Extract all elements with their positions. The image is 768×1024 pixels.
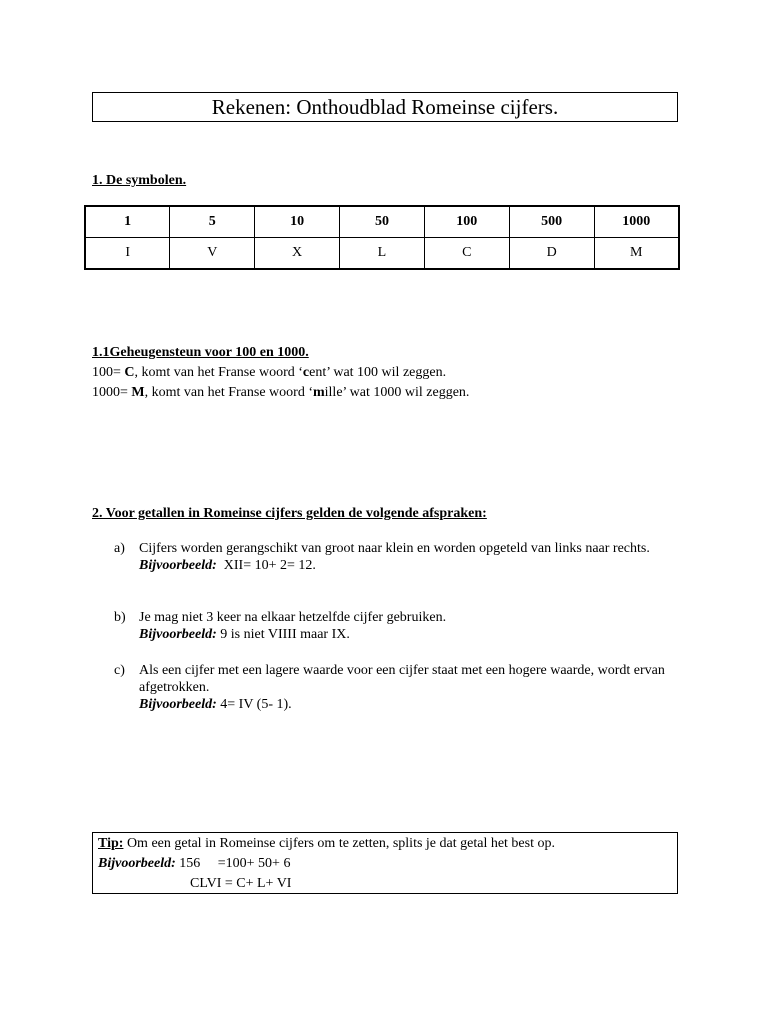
section-heading-symbols: 1. De symbolen.	[92, 173, 187, 188]
table-cell-value: 5	[170, 206, 255, 238]
rule-letter: b)	[114, 610, 126, 625]
rule-text: Cijfers worden gerangschikt van groot naar klein en worden opgeteld van links naar rechts.	[139, 541, 650, 556]
rule-item-c	[114, 662, 674, 713]
section-heading-memory-aid: 1.1Geheugensteun voor 100 en 1000.	[92, 345, 309, 360]
line-mid: , komt van het Franse woord ‘	[134, 365, 303, 380]
example-value: XII= 10+ 2= 12.	[216, 558, 316, 573]
rule-item-b	[114, 609, 674, 643]
example-label: Bijvoorbeeld:	[139, 697, 217, 712]
table-cell-symbol: D	[509, 238, 594, 270]
memory-aid-line-c	[92, 363, 446, 383]
line-mid: , komt van het Franse woord ‘	[144, 385, 313, 400]
rule-item-a	[114, 540, 674, 574]
table-row-symbols	[85, 238, 679, 270]
rule-example	[139, 626, 674, 643]
example-label: Bijvoorbeeld:	[139, 558, 217, 573]
tip-example-line	[98, 854, 290, 874]
table-cell-value: 500	[509, 206, 594, 238]
table-cell-value: 1	[85, 206, 170, 238]
roman-symbol: M	[131, 385, 145, 400]
table-cell-symbol: X	[255, 238, 340, 270]
rule-text: Als een cijfer met een lagere waarde voor een cijfer staat met een hogere waarde, wordt ervan afgetrokken.	[139, 663, 665, 695]
roman-symbol: C	[124, 365, 135, 380]
line-suffix: ’ wat 1000 wil zeggen.	[342, 385, 470, 400]
tip-text: Om een getal in Romeinse cijfers om te zetten, splits je dat getal het best op.	[123, 836, 555, 851]
line-prefix: 100=	[92, 365, 125, 380]
tip-example-sum: 156 =100+ 50+ 6	[175, 856, 291, 871]
page-title: Rekenen: Onthoudblad Romeinse cijfers.	[92, 92, 678, 122]
rule-example	[139, 557, 674, 574]
table-cell-value: 1000	[594, 206, 679, 238]
table-cell-value: 50	[340, 206, 425, 238]
table-cell-value: 100	[424, 206, 509, 238]
example-value: 4= IV (5- 1).	[216, 697, 292, 712]
table-row-values	[85, 206, 679, 238]
line-prefix: 1000=	[92, 385, 132, 400]
tip-line	[98, 834, 555, 854]
bold-letter: m	[312, 385, 325, 400]
tip-label: Tip:	[98, 836, 124, 851]
rule-letter: c)	[114, 663, 125, 678]
word-rest: ille	[324, 385, 343, 400]
symbols-table	[84, 205, 680, 270]
table-cell-symbol: V	[170, 238, 255, 270]
rule-text: Je mag niet 3 keer na elkaar hetzelfde cijfer gebruiken.	[139, 610, 447, 625]
table-cell-symbol: M	[594, 238, 679, 270]
table-cell-value: 10	[255, 206, 340, 238]
table-cell-symbol: L	[340, 238, 425, 270]
line-suffix: ’ wat 100 wil zeggen.	[326, 365, 447, 380]
table-cell-symbol: C	[424, 238, 509, 270]
table-cell-symbol: I	[85, 238, 170, 270]
memory-aid-line-m	[92, 383, 469, 403]
tip-box	[92, 832, 678, 894]
word-rest: ent	[309, 365, 327, 380]
tip-example-roman: CLVI = C+ L+ VI	[190, 876, 292, 891]
example-label: Bijvoorbeeld:	[139, 627, 217, 642]
example-label: Bijvoorbeeld:	[98, 856, 176, 871]
rule-example	[139, 696, 674, 713]
section-heading-rules: 2. Voor getallen in Romeinse cijfers gelden de volgende afspraken:	[92, 506, 487, 521]
example-value: 9 is niet VIIII maar IX.	[216, 627, 350, 642]
rule-letter: a)	[114, 541, 125, 556]
bold-letter: c	[302, 365, 310, 380]
